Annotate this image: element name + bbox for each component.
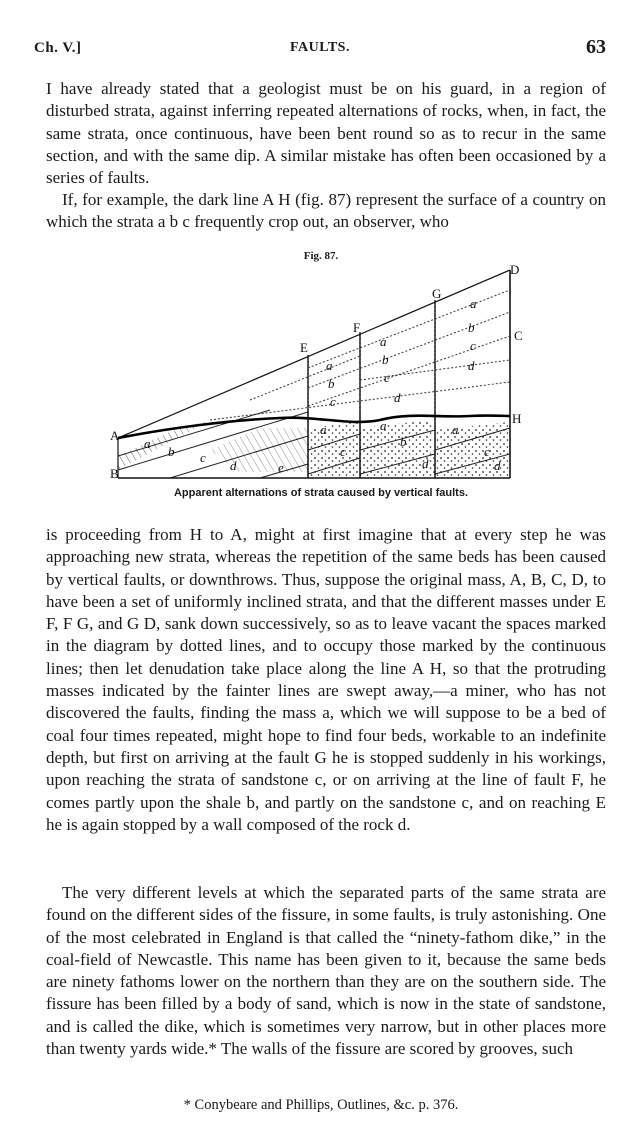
svg-text:b: b [400, 434, 407, 449]
svg-text:b: b [382, 352, 389, 367]
page-number: 63 [586, 36, 606, 58]
point-label-b: B [110, 466, 119, 481]
point-label-f: F [353, 320, 361, 335]
svg-text:b: b [468, 320, 475, 335]
svg-text:c: c [470, 338, 476, 353]
stratum-label-d: d [230, 458, 237, 473]
surface-line-a-d [118, 270, 510, 438]
svg-text:c: c [340, 444, 346, 459]
chapter-label: Ch. V.] [34, 40, 82, 56]
point-label-c: C [514, 328, 523, 343]
stratum-label-a: a [144, 436, 151, 451]
svg-text:a: a [380, 334, 387, 349]
point-label-g: G [432, 286, 442, 301]
svg-text:a: a [380, 418, 387, 433]
svg-text:a: a [452, 422, 459, 437]
svg-text:b: b [328, 376, 335, 391]
figure-87-diagram [110, 260, 530, 486]
svg-text:d: d [422, 456, 429, 471]
svg-text:c: c [384, 370, 390, 385]
paragraph-1: I have already stated that a geologist must be on his guard, in a region of disturbed strata, against inferring repeated alternations of rocks, when, in fact, the same strata, once continuous, have been bent round so as to recur in the same section, and with the same dip. A similar mistake has often been occasioned by a series of faults. [46, 79, 606, 188]
paragraph-4: The very different levels at which the separated parts of the same strata are found on the different sides of the fissure, in some faults, is truly astonishing. One of the most celebrated in England is that called the “ninety-fathom dike,” in the coal-field of Newcastle. This name has been given to it, because the same beds are ninety fathoms lower on the northern than they are on the southern side. The fissure has been filled by a body of sand, which is now in the state of sandstone, and is called the dike, which is sometimes very narrow, but in other places more than twenty yards wide.* The walls of the fissure are scored by grooves, such [46, 883, 606, 1059]
svg-text:d: d [494, 458, 501, 473]
svg-text:a: a [470, 296, 477, 311]
point-label-e: E [300, 340, 308, 355]
figure-label: Fig. 87. [303, 250, 339, 262]
paragraph-2: If, for example, the dark line A H (fig. 87) represent the surface of a country on which the strata a b c frequently crop out, an observer, who [46, 190, 606, 232]
paragraph-3: is proceeding from H to A, might at first imagine that at every step he was approaching new strata, whereas the repetition of the same beds has been caused by vertical faults, or downthrows. Thus, suppose the original mass, A, B, C, D, to have been a set of uniformly inclined strata, and that the different masses under E F, F G, and G D, sank down successively, so as to leave vacant the spaces marked in the diagram by dotted lines, and to occupy those marked by the continuous lines; then let denudation take place along the line A H, so that the protruding masses indicated by the fainter lines are swept away,—a miner, who has not discovered the faults, finding the mass a, which we will suppose to be a bed of coal four times repeated, might hope to find four beds, workable to an indefinite depth, but first on arriving at the fault G he is stopped suddenly in his workings, upon reaching the strata of sandstone c, or on arriving at the line of fault F, he comes partly upon the shale b, and partly on the sandstone c, and on reaching E he is again stopped by a wall composed of the rock d. [46, 525, 606, 834]
svg-text:a: a [326, 358, 333, 373]
svg-text:a: a [320, 422, 327, 437]
stratum-label-e: e [278, 460, 284, 475]
svg-text:d: d [468, 358, 475, 373]
strata-lower [118, 410, 510, 478]
footnote: * Conybeare and Phillips, Outlines, &c. p. 376. [183, 1097, 459, 1113]
stratum-label-c: c [200, 450, 206, 465]
stratum-label-b: b [168, 444, 175, 459]
point-label-h: H [512, 411, 522, 426]
running-title: FAULTS. [290, 40, 350, 55]
point-label-d: D [510, 262, 520, 277]
point-label-a: A [110, 428, 120, 443]
svg-text:c: c [484, 444, 490, 459]
svg-text:d: d [394, 390, 401, 405]
figure-caption: Apparent alternations of strata caused by vertical faults. [173, 487, 469, 499]
svg-text:c: c [330, 394, 336, 409]
running-header [34, 36, 606, 62]
